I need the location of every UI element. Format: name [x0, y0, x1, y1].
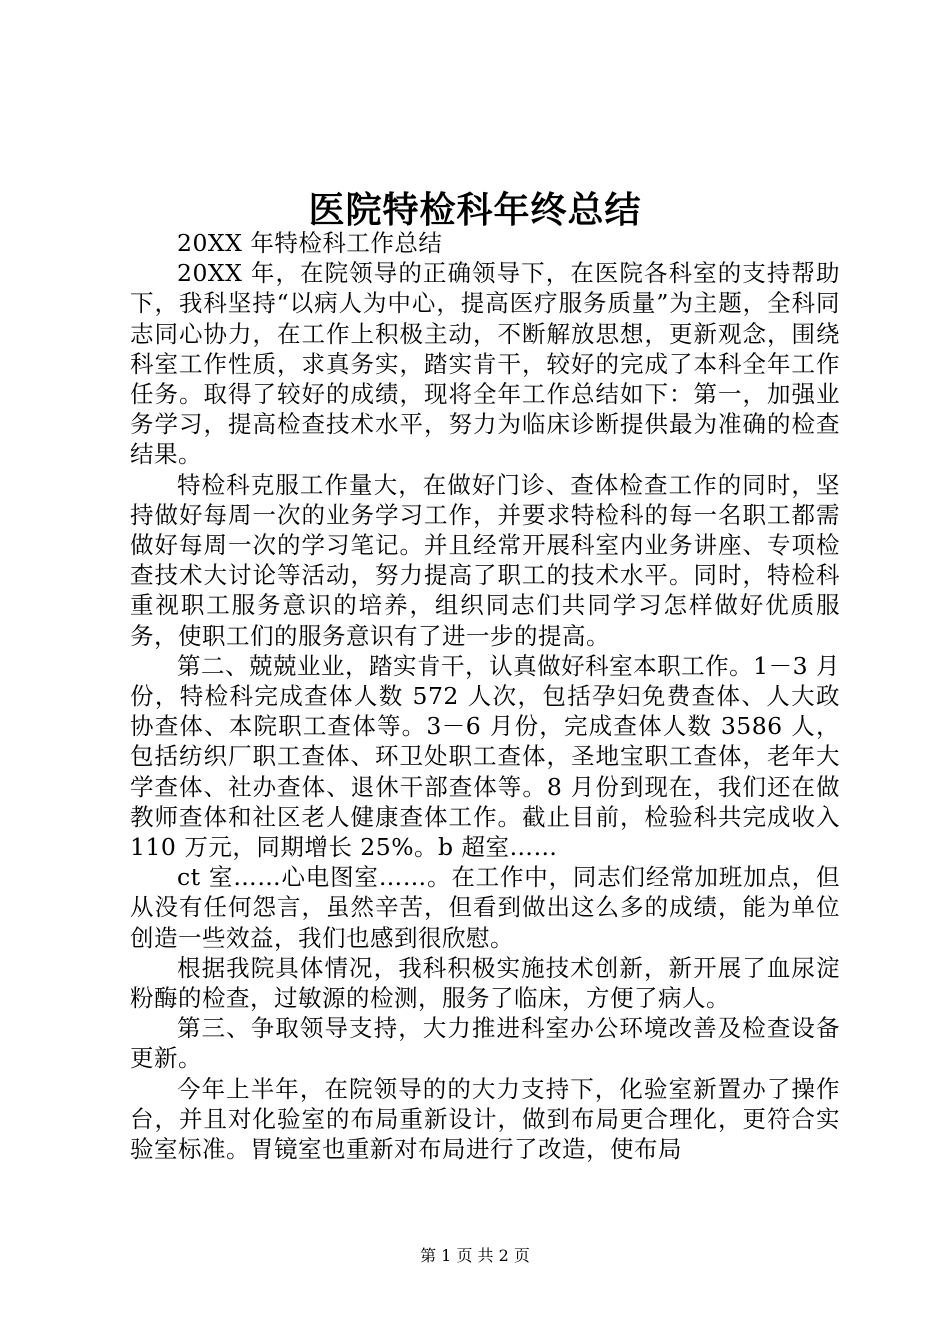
paragraph: ct 室……心电图室……。在工作中，同志们经常加班加点，但从没有任何怨言，虽然辛苦，但看到做出这么多的成绩，能为单位创造一些效益，我们也感到很欣慰。: [130, 863, 840, 952]
paragraph: 特检科克服工作量大，在做好门诊、查体检查工作的同时，坚持做好每周一次的业务学习工作，并要求特检科的每一名职工都需做好每周一次的学习笔记。并且经常开展科室内业务讲座、专项检查技术大讨论等活动，努力提高了职工的技术水平。同时，特检科重视职工服务意识的培养，组织同志们共同学习怎样做好优质服务，使职工们的服务意识有了进一步的提高。: [130, 470, 840, 650]
page-footer: 第 1 页 共 2 页: [420, 1246, 530, 1265]
paragraph: 20XX 年特检科工作总结: [177, 229, 443, 257]
paragraph: 20XX 年，在院领导的正确领导下，在医院各科室的支持帮助下，我科坚持“以病人为中心，提高医疗服务质量”为主题，全科同志同心协力，在工作上积极主动，不断解放思想，更新观念，围绕科室工作性质，求真务实，踏实肯干，较好的完成了本科全年工作任务。取得了较好的成绩，现将全年工作总结如下：第一，加强业务学习，提高检查技术水平，努力为临床诊断提供最为准确的检查结果。: [130, 259, 840, 469]
document-title: 医院特检科年终总结: [308, 189, 642, 231]
paragraph: 第二、兢兢业业，踏实肯干，认真做好科室本职工作。1－3 月份，特检科完成查体人数 572 人次，包括孕妇免费查体、人大政协查体、本院职工查体等。3－6 月份，完成查体人数 3586 人，包括纺织厂职工查体、环卫处职工查体，圣地宝职工查体，老年大学查体、社办查体、退休干部查体等。8 月份到现在，我们还在做教师查体和社区老人健康查体工作。截止目前，检验科共完成收入 110 万元，同期增长 25%。b 超室……: [130, 651, 840, 862]
document-body: [130, 228, 840, 1164]
paragraph: 第三、争取领导支持，大力推进科室办公环境改善及检查设备更新。: [130, 1014, 840, 1073]
paragraph: 根据我院具体情况，我科积极实施技术创新，新开展了血尿淀粉酶的检查，过敏源的检测，服务了临床，方便了病人。: [130, 953, 840, 1013]
paragraph: 今年上半年，在院领导的的大力支持下，化验室新置办了操作台，并且对化验室的布局重新设计，做到布局更合理化，更符合实验室标准。胃镜室也重新对布局进行了改造，使布局: [130, 1074, 840, 1164]
